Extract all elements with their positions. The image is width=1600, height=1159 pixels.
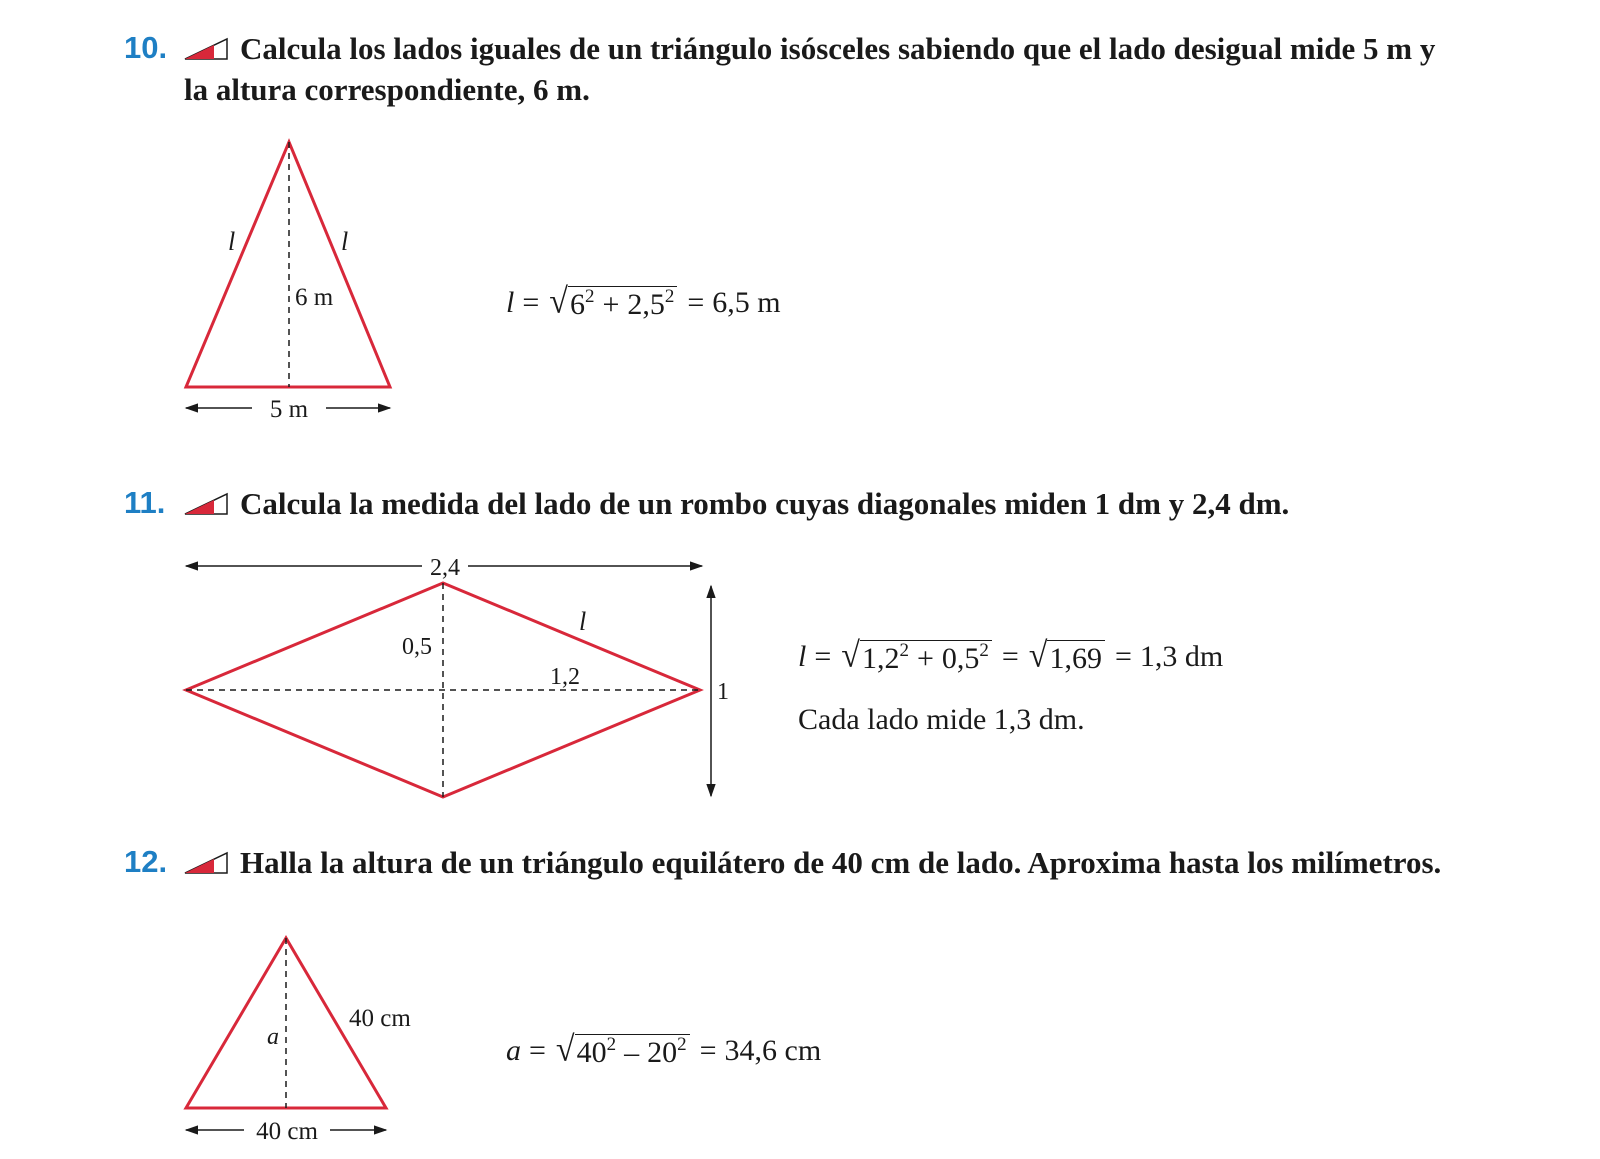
- radicand-a: 40: [576, 1036, 607, 1069]
- side-left-label: l: [228, 227, 236, 256]
- exponent-a: 2: [584, 286, 595, 307]
- radicand-b: 2,5: [627, 288, 665, 321]
- formula-equals: =: [687, 285, 705, 319]
- exponent-a: 2: [899, 640, 909, 661]
- exercise-statement: Calcula la medida del lado de un rombo cuyas diagonales miden 1 dm y 2,4 dm.: [240, 486, 1290, 521]
- side-label: 40 cm: [349, 1005, 411, 1032]
- formula-lhs: l: [798, 639, 807, 673]
- half-major-label: 1,2: [550, 664, 580, 690]
- square-root: √ $6^2 + 2,5^2$: [549, 282, 677, 323]
- height-label: 6 m: [295, 284, 334, 311]
- base-label: 5 m: [269, 396, 309, 423]
- formula-result: 1,3 dm: [1139, 639, 1224, 673]
- exercise-statement: Calcula los lados iguales de un triángulo isósceles sabiendo que el lado desigual mide 5 m y la altura correspondiente, 6 m.: [184, 31, 1436, 107]
- minus-sign: –: [624, 1036, 640, 1069]
- formula-equals: =: [529, 1033, 546, 1067]
- radicand-b: 20: [647, 1036, 678, 1069]
- radicand-c: 1,69: [1049, 642, 1102, 675]
- half-minor-label: 0,5: [402, 634, 432, 660]
- exponent-b: 2: [664, 286, 675, 307]
- formula-result: 34,6 cm: [724, 1033, 822, 1067]
- minor-diagonal-label: 1: [717, 679, 729, 705]
- plus-sign: +: [916, 642, 934, 675]
- exponent-b: 2: [677, 1034, 687, 1055]
- conclusion-text: Cada lado mide 1,3 dm.: [798, 703, 1085, 736]
- square-root: √ 1,69: [1029, 636, 1105, 677]
- formula-equals: =: [699, 1033, 717, 1067]
- radicand-a: 1,2: [861, 642, 900, 675]
- exercise-number: 12.: [124, 844, 168, 879]
- formula-equals: =: [814, 639, 832, 673]
- radicand-a: 6: [569, 288, 585, 321]
- side-right-label: l: [341, 227, 349, 256]
- exponent-b: 2: [979, 640, 989, 661]
- square-root: √ $40^2 - 20^2$: [556, 1030, 690, 1071]
- radicand-b: 0,5: [941, 642, 980, 675]
- base-label: 40 cm: [256, 1118, 318, 1145]
- exercise-statement: Halla la altura de un triángulo equilátero de 40 cm de lado. Aproxima hasta los milímetros.: [240, 845, 1442, 880]
- formula-equals: =: [1001, 639, 1019, 673]
- exercise-number: 11.: [124, 485, 166, 520]
- square-root: √ $1,2^2 + 0,5^2$: [841, 636, 992, 677]
- formula-equals: =: [1114, 639, 1132, 673]
- formula-equals: =: [522, 285, 540, 319]
- formula-result: 6,5 m: [712, 285, 781, 319]
- major-diagonal-label: 2,4: [430, 555, 460, 581]
- formula-12: [506, 1030, 821, 1071]
- height-label: a: [267, 1024, 279, 1050]
- formula-lhs: l: [506, 285, 515, 319]
- exercise-number: 10.: [124, 30, 168, 65]
- formula-lhs: a: [506, 1033, 521, 1067]
- side-label: l: [579, 607, 587, 636]
- exponent-a: 2: [606, 1034, 617, 1055]
- plus-sign: +: [602, 288, 620, 321]
